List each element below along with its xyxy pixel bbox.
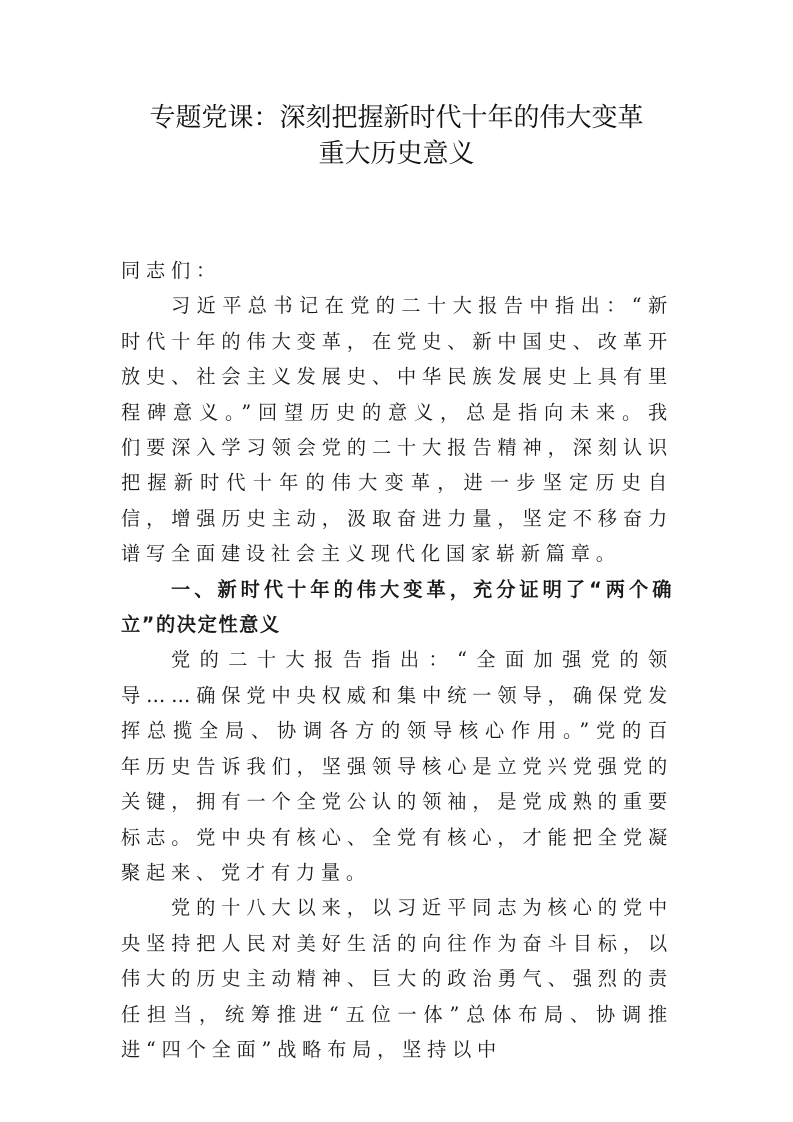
section-heading-1: 一、新时代十年的伟大变革，充分证明了“两个确立”的决定性意义: [121, 577, 673, 637]
document-title: [100, 100, 693, 172]
salutation: 同志们：: [121, 259, 221, 282]
title-line-1: 专题党课：深刻把握新时代十年的伟大变革: [149, 103, 644, 133]
section1-paragraph-1: 党的二十大报告指出：“全面加强党的领导……确保党中央权威和集中统一领导，确保党发挥总揽全局、协调各方的领导核心作用。”党的百年历史告诉我们，坚强领导核心是立党兴党强党的关键，拥有一个全党公认的领袖，是党成熟的重要标志。党中央有核心、全党有核心，才能把全党凝聚起来、党才有力量。: [121, 648, 673, 884]
intro-paragraph: 习近平总书记在党的二十大报告中指出：“新时代十年的伟大变革，在党史、新中国史、改革开放史、社会主义发展史、中华民族发展史上具有里程碑意义。”回望历史的意义，总是指向未来。我们要深入学习领会党的二十大报告精神，深刻认识把握新时代十年的伟大变革，进一步坚定历史自信，增强历史主动，汲取奋进力量，坚定不移奋力谱写全面建设社会主义现代化国家崭新篇章。: [121, 294, 673, 566]
section1-paragraph-2: 党的十八大以来，以习近平同志为核心的党中央坚持把人民对美好生活的向往作为奋斗目标，以伟大的历史主动精神、巨大的政治勇气、强烈的责任担当，统筹推进“五位一体”总体布局、协调推进“四个全面”战略布局，坚持以中: [121, 896, 673, 1061]
title-line-2: 重大历史意义: [318, 139, 475, 169]
document-body: [121, 253, 673, 1067]
